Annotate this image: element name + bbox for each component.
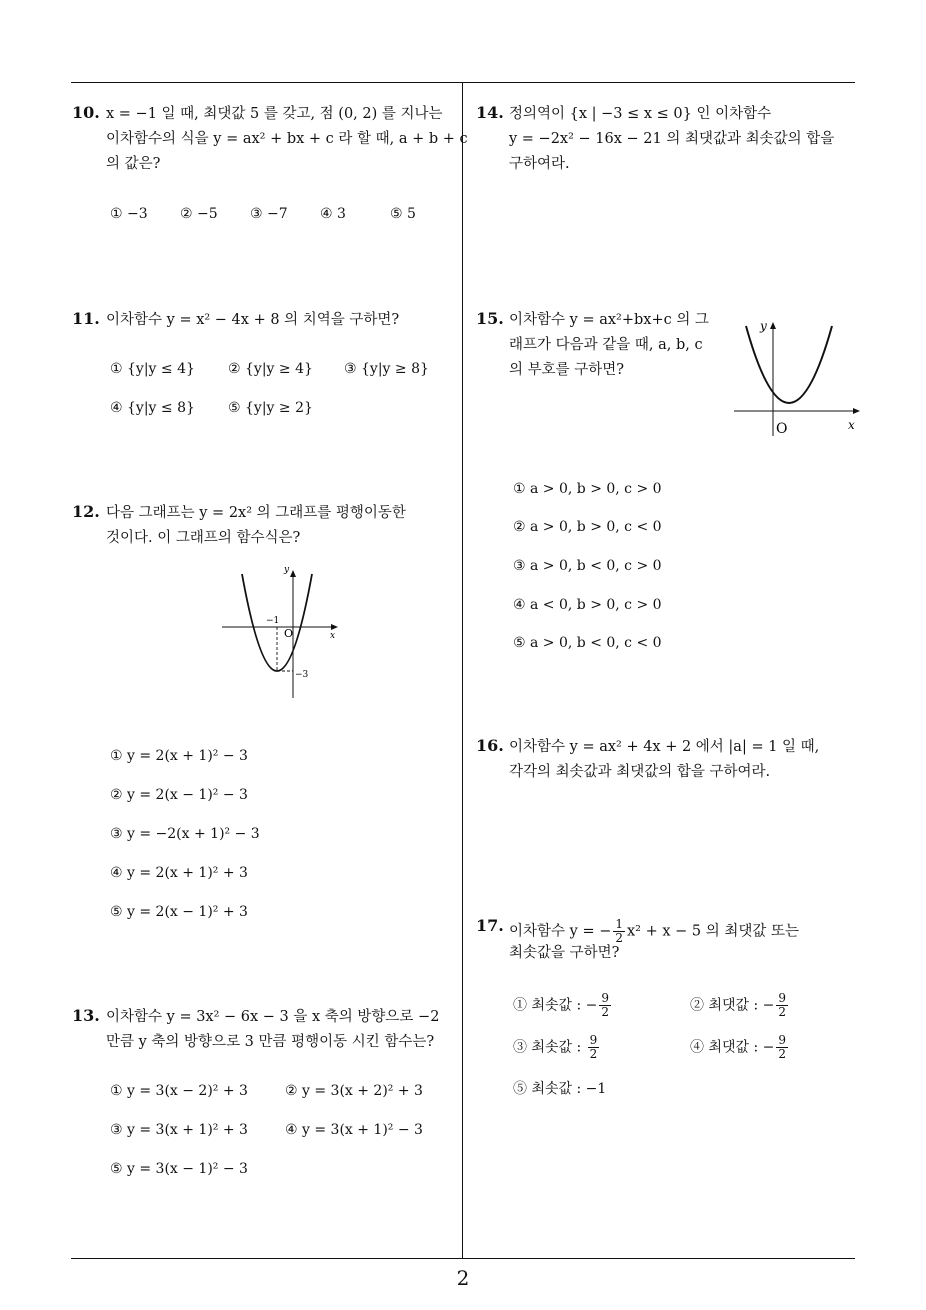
question-number: 10. (72, 103, 100, 122)
question-text: 이차함수 y = ax² + 4x + 2 에서 |a| = 1 일 때, 각각의 최솟값과 최댓값의 합을 구하여라. (509, 739, 820, 780)
x-mark-label: −1 (266, 616, 280, 626)
question-number: 13. (72, 1006, 100, 1025)
option-4[interactable]: ④ y = 3(x + 1)² − 3 (285, 1122, 423, 1138)
question-text: 정의역이 {x | −3 ≤ x ≤ 0} 인 이차함수 y = −2x² − 16x − 21 의 최댓값과 최솟값의 합을 구하여라. (509, 106, 835, 172)
option-5[interactable]: ⑤ y = 2(x − 1)² + 3 (110, 904, 248, 920)
y-axis-label: y (284, 565, 290, 575)
option-1[interactable]: ① −3 (110, 206, 148, 222)
option-4[interactable]: ④ y = 2(x + 1)² + 3 (110, 865, 248, 881)
question-text: 이차함수 y = x² − 4x + 8 의 치역을 구하면? (106, 312, 400, 328)
question-number: 14. (476, 103, 504, 122)
question-text: 이차함수 y = 3x² − 6x − 3 을 x 축의 방향으로 −2 만큼 y 축의 방향으로 3 만큼 평행이동 시킨 함수는? (106, 1009, 440, 1050)
page-number: 2 (456, 1266, 470, 1290)
option-1[interactable]: ① y = 3(x − 2)² + 3 (110, 1083, 248, 1099)
option-2[interactable]: ② {y|y ≥ 4} (228, 361, 313, 377)
option-3[interactable]: ③ {y|y ≥ 8} (344, 361, 429, 377)
parabola-graph (730, 314, 864, 438)
question-text: 이차함수 y = − $\frac{1}{2}$ x² + x − 5 의 최댓값 또는 최솟값을 구하면? (509, 917, 799, 961)
option-5[interactable]: ⑤ 5 (390, 206, 416, 222)
option-3[interactable]: ③ −7 (250, 206, 288, 222)
option-4[interactable]: ④ 3 (320, 206, 346, 222)
fraction: $\frac{1}{2}$ (615, 917, 623, 945)
option-1[interactable]: ① 최솟값 : − $\frac{9}{2}$ (513, 991, 610, 1019)
option-4[interactable]: ④ a < 0, b > 0, c > 0 (513, 597, 662, 613)
column-divider (462, 82, 463, 1258)
question-number: 12. (72, 502, 100, 521)
top-rule (71, 82, 855, 83)
question-number: 11. (72, 309, 100, 328)
question-number: 15. (476, 309, 504, 328)
option-5[interactable]: ⑤ 최솟값 : −1 (513, 1081, 607, 1097)
option-2[interactable]: ② −5 (180, 206, 218, 222)
question-text: 이차함수 y = ax²+bx+c 의 그 래프가 다음과 같을 때, a, b, c 의 부호를 구하면? (509, 312, 709, 378)
option-2[interactable]: ② y = 3(x + 2)² + 3 (285, 1083, 423, 1099)
parabola-graph (218, 560, 342, 700)
option-3[interactable]: ③ a > 0, b < 0, c > 0 (513, 558, 662, 574)
y-mark-label: −3 (295, 670, 309, 680)
option-3[interactable]: ③ y = −2(x + 1)² − 3 (110, 826, 260, 842)
option-3[interactable]: ③ y = 3(x + 1)² + 3 (110, 1122, 248, 1138)
option-3[interactable]: ③ 최솟값 : $\frac{9}{2}$ (513, 1033, 598, 1061)
option-1[interactable]: ① a > 0, b > 0, c > 0 (513, 481, 662, 497)
origin-label: O (776, 421, 788, 437)
origin-label: O (284, 627, 294, 640)
option-4[interactable]: ④ {y|y ≤ 8} (110, 400, 195, 416)
option-5[interactable]: ⑤ a > 0, b < 0, c < 0 (513, 635, 662, 651)
y-axis-label: y (760, 319, 767, 333)
question-text: 다음 그래프는 y = 2x² 의 그래프를 평행이동한 것이다. 이 그래프의 함수식은? (106, 505, 406, 546)
option-5[interactable]: ⑤ y = 3(x − 1)² − 3 (110, 1161, 248, 1177)
option-2[interactable]: ② y = 2(x − 1)² − 3 (110, 787, 248, 803)
question-text: x = −1 일 때, 최댓값 5 를 갖고, 점 (0, 2) 를 지나는 이차함수의 식을 y = ax² + bx + c 라 할 때, a + b + c 의 값은? (106, 106, 468, 172)
option-2[interactable]: ② a > 0, b > 0, c < 0 (513, 519, 662, 535)
option-5[interactable]: ⑤ {y|y ≥ 2} (228, 400, 313, 416)
question-number: 16. (476, 736, 504, 755)
option-1[interactable]: ① y = 2(x + 1)² − 3 (110, 748, 248, 764)
x-axis-label: x (330, 631, 336, 641)
option-2[interactable]: ② 최댓값 : − $\frac{9}{2}$ (690, 991, 787, 1019)
question-number: 17. (476, 916, 504, 935)
option-4[interactable]: ④ 최댓값 : − $\frac{9}{2}$ (690, 1033, 787, 1061)
bottom-rule (71, 1258, 855, 1259)
option-1[interactable]: ① {y|y ≤ 4} (110, 361, 195, 377)
x-axis-label: x (848, 418, 855, 432)
